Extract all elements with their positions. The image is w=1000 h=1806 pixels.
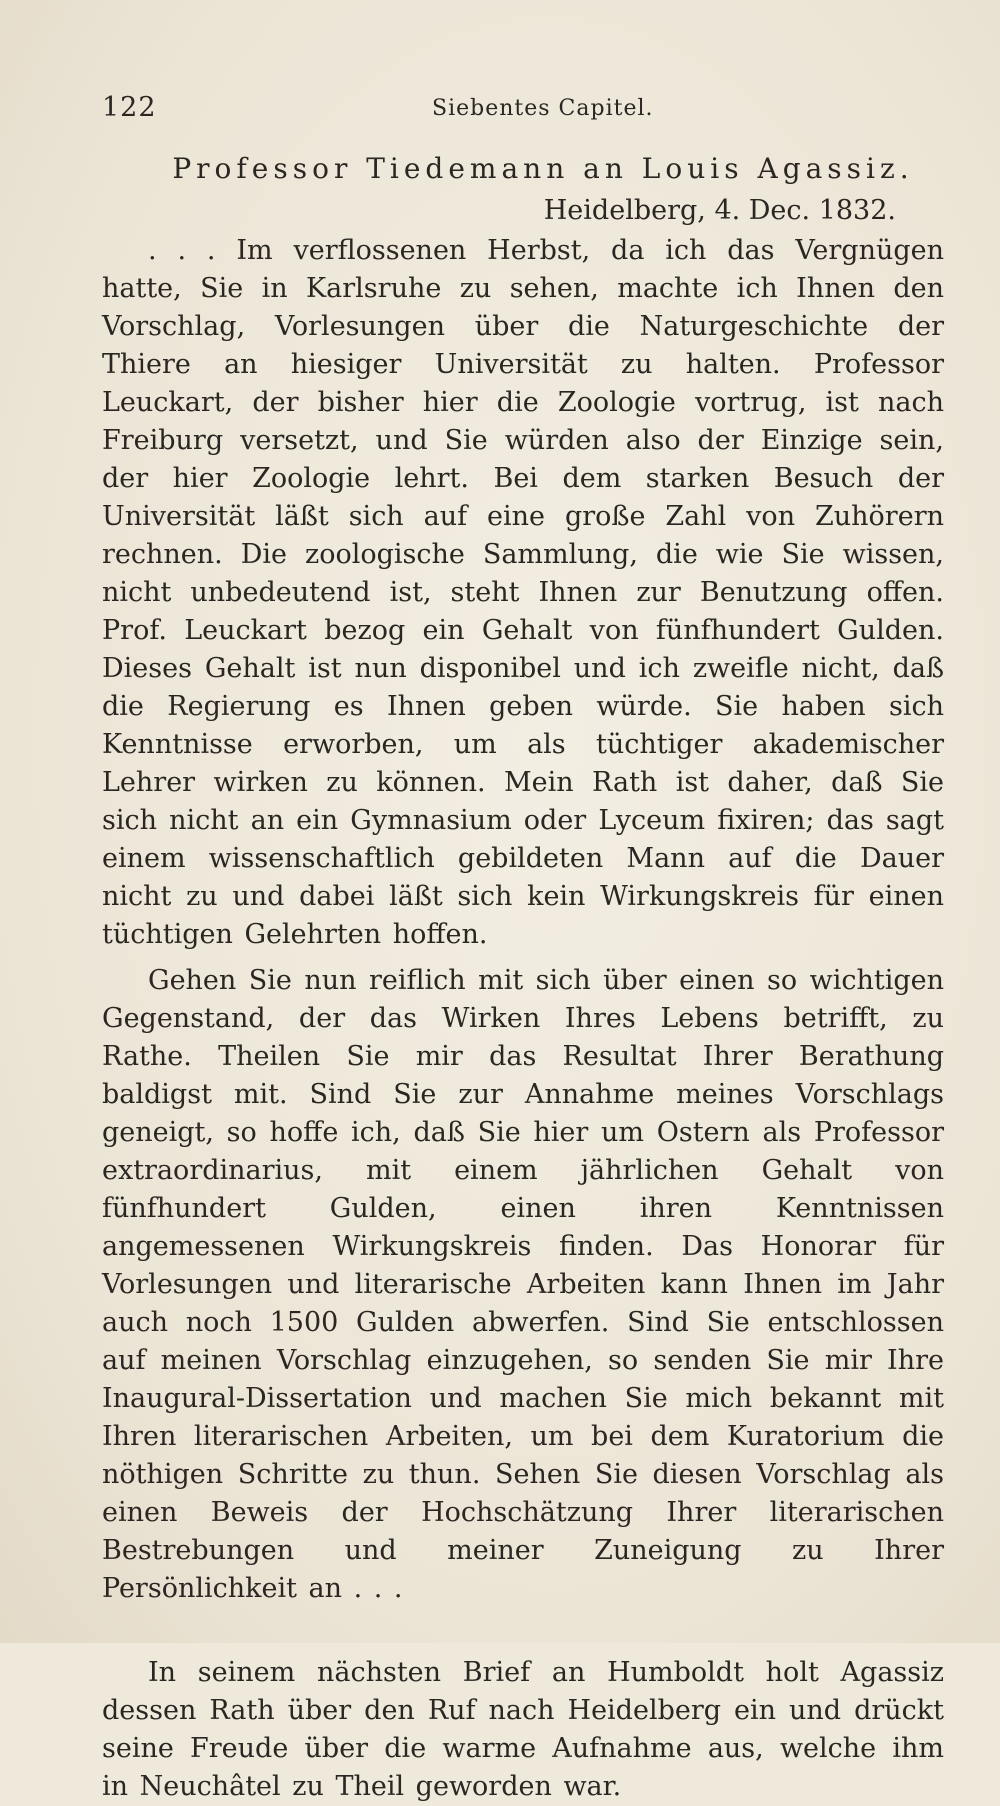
page-header <box>102 92 940 132</box>
letter-title: Professor Tiedemann an Louis Agassiz. <box>172 152 914 185</box>
letter-dateline: Heidelberg, 4. Dec. 1832. <box>543 195 896 226</box>
running-title: Siebentes Capitel. <box>432 96 654 121</box>
letter-paragraph: Gehen Sie nun reiflich mit sich über einen so wichtigen Gegenstand, der das Wirken Ihres Lebens betrifft, zu Rathe. Theilen Sie mir das Resultat Ihrer Berathung baldigst mit. Sind Sie zur Annahme meines Vorschlags geneigt, so hoffe ich, daß Sie hier um Ostern als Professor extraordinarius, mit einem jährlichen Gehalt von fünfhundert Gulden, einen ihren Kenntnissen angemessenen Wirkungskreis finden. Das Honorar für Vorlesungen und literarische Arbeiten kann Ihnen im Jahr auch noch 1500 Gulden abwerfen. Sind Sie entschlossen auf meinen Vorschlag einzugehen, so senden Sie mir Ihre Inaugural-Dissertation und machen Sie mich bekannt mit Ihren literarischen Arbeiten, um bei dem Kuratorium die nöthigen Schritte zu thun. Sehen Sie diesen Vorschlag als einen Beweis der Hochschätzung Ihrer literarischen Bestrebungen und meiner Zuneigung zu Ihrer Persönlichkeit an . . . <box>102 965 944 1604</box>
page-body <box>102 150 944 1806</box>
page-number: 122 <box>102 92 157 123</box>
letter-paragraph: . . . Im verflossenen Herbst, da ich das Vergnügen hatte, Sie in Karlsruhe zu sehen, machte ich Ihnen den Vorschlag, Vorlesungen über die Naturgeschichte der Thiere an hiesiger Universität zu halten. Professor Leuckart, der bisher hier die Zoologie vortrug, ist nach Freiburg versetzt, und Sie würden also der Einzige sein, der hier Zoologie lehrt. Bei dem starken Besuch der Universität läßt sich auf eine große Zahl von Zuhörern rechnen. Die zoologische Sammlung, die wie Sie wissen, nicht unbedeutend ist, steht Ihnen zur Benutzung offen. Prof. Leuckart bezog ein Gehalt von fünfhundert Gulden. Dieses Gehalt ist nun disponibel und ich zweifle nicht, daß die Regierung es Ihnen geben würde. Sie haben sich Kenntnisse erworben, um als tüchtiger akademischer Lehrer wirken zu können. Mein Rath ist daher, daß Sie sich nicht an ein Gymnasium oder Lyceum fixiren; das sagt einem wissenschaftlich gebildeten Mann auf die Dauer nicht zu und dabei läßt sich kein Wirkungskreis für einen tüchtigen Gelehrten hoffen. <box>102 235 944 950</box>
narrative-paragraph: In seinem nächsten Brief an Humboldt holt Agassiz dessen Rath über den Ruf nach Heidelberg ein und drückt seine Freude über die warme Aufnahme aus, welche ihm in Neuchâtel zu Theil geworden war. <box>102 1657 944 1802</box>
